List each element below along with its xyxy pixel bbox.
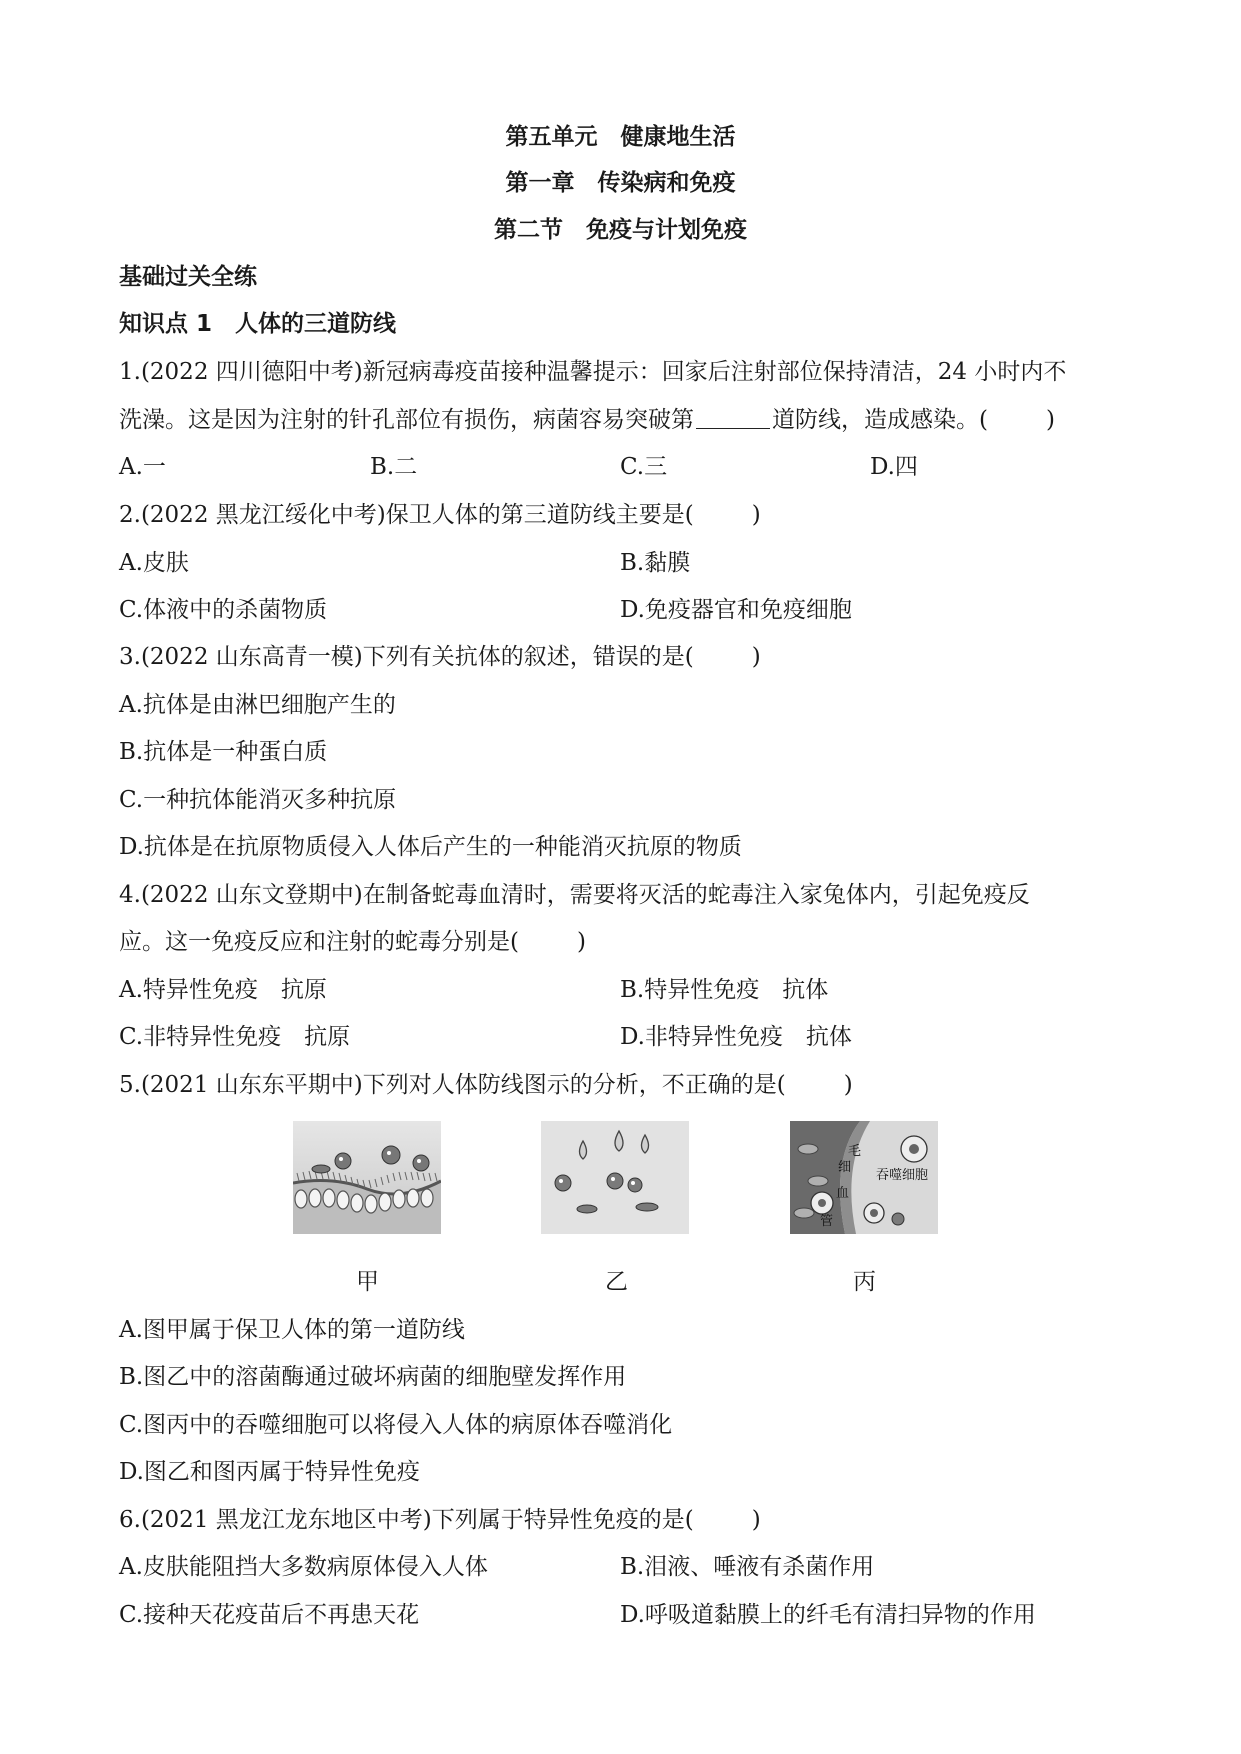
annotation-xue: 血 [836,1186,850,1201]
question-1-option-a: A.一 [119,454,166,480]
question-5-stem: 5.(2021 山东东平期中)下列对人体防线图示的分析，不正确的是( ) [119,1072,853,1098]
question-3-option-d: D.抗体是在抗原物质侵入人体后产生的一种能消灭抗原的物质 [119,834,742,860]
annotation-phagocyte: 吞噬细胞 [876,1168,929,1183]
section-title: 第二节 免疫与计划免疫 [494,217,747,243]
question-2-option-c: C.体液中的杀菌物质 [119,597,328,623]
question-2-option-a: A.皮肤 [119,550,189,576]
figure-label-bing: 丙 [853,1269,876,1295]
knowledge-point-heading: 知识点 1 人体的三道防线 [119,311,397,337]
question-4-stem-line1: 4.(2022 山东文登期中)在制备蛇毒血清时，需要将灭活的蛇毒注入家兔体内，引起免疫反 [119,882,1030,908]
question-3-stem: 3.(2022 山东高青一模)下列有关抗体的叙述，错误的是( ) [119,644,761,670]
question-3-option-c: C.一种抗体能消灭多种抗原 [119,787,397,813]
question-5-option-d: D.图乙和图丙属于特异性免疫 [119,1459,420,1485]
figure-jia-skin-barrier [293,1121,441,1234]
question-1-option-c: C.三 [620,454,668,480]
question-1-stem-line2: 洗澡。这是因为注射的针孔部位有损伤，病菌容易突破第 道防线，造成感染。( ) [119,407,1055,433]
question-6-option-d: D.呼吸道黏膜上的纤毛有清扫异物的作用 [620,1602,1036,1628]
unit-title: 第五单元 健康地生活 [505,124,736,150]
question-2-option-b: B.黏膜 [620,550,691,576]
question-4-stem-line2: 应。这一免疫反应和注射的蛇毒分别是( ) [119,929,586,955]
question-2-option-d: D.免疫器官和免疫细胞 [620,597,852,623]
question-3-option-b: B.抗体是一种蛋白质 [119,739,328,765]
exercise-section-label: 基础过关全练 [119,264,257,290]
figure-bing-phagocyte [790,1121,938,1234]
question-5-option-b: B.图乙中的溶菌酶通过破坏病菌的细胞壁发挥作用 [119,1364,627,1390]
question-3-option-a: A.抗体是由淋巴细胞产生的 [119,692,396,718]
question-4-option-d: D.非特异性免疫 抗体 [620,1024,852,1050]
figure-label-yi: 乙 [605,1269,628,1295]
question-1-option-d: D.四 [870,454,918,480]
question-2-stem: 2.(2022 黑龙江绥化中考)保卫人体的第三道防线主要是( ) [119,502,761,528]
question-4-option-c: C.非特异性免疫 抗原 [119,1024,351,1050]
annotation-mao: 毛 [848,1144,862,1159]
question-4-option-b: B.特异性免疫 抗体 [620,977,829,1003]
answer-blank [696,406,770,429]
question-6-option-b: B.泪液、唾液有杀菌作用 [620,1554,875,1580]
chapter-title: 第一章 传染病和免疫 [505,170,736,196]
annotation-guan: 管 [820,1214,834,1229]
annotation-xi: 细 [838,1160,852,1175]
question-6-option-a: A.皮肤能阻挡大多数病原体侵入人体 [119,1554,488,1580]
figure-yi-lysozyme [541,1121,689,1234]
question-6-stem: 6.(2021 黑龙江龙东地区中考)下列属于特异性免疫的是( ) [119,1507,761,1533]
question-5-option-c: C.图丙中的吞噬细胞可以将侵入人体的病原体吞噬消化 [119,1412,673,1438]
question-1-stem-line1: 1.(2022 四川德阳中考)新冠病毒疫苗接种温馨提示：回家后注射部位保持清洁，24 小时内不 [119,359,1067,385]
question-5-option-a: A.图甲属于保卫人体的第一道防线 [119,1317,465,1343]
question-4-option-a: A.特异性免疫 抗原 [119,977,327,1003]
figure-label-jia: 甲 [356,1269,379,1295]
question-6-option-c: C.接种天花疫苗后不再患天花 [119,1602,420,1628]
question-1-option-b: B.二 [370,454,418,480]
